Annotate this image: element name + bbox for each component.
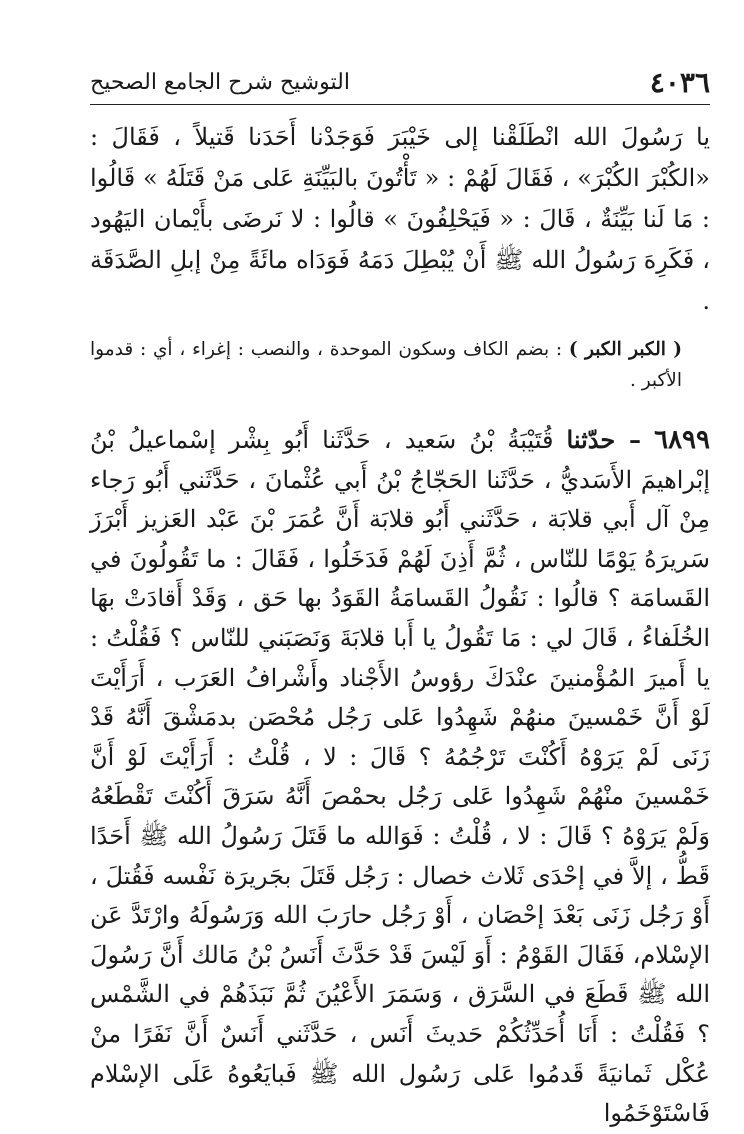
hadith-dash: – (615, 425, 642, 454)
hadith-lead: حدّثنا (566, 425, 616, 454)
hadith-text: قُتَيْبَةُ بْنُ سَعيد ، حَدَّثَنا أَبُو بِشْر إسْماعيلُ بْنُ إبْراهيمَ الأَسَديُّ ، حَدَّثَنا الحَجّاجُ بْنُ أَبي عُثْمانَ ، حَدَّثَني أَبُو رَجاء مِنْ آل أَبي قلابَة ، حَدَّثَني أَبُو قلابَة أَنَّ عُمَرَ بْنَ عَبْد العَزيز أَبْرَزَ سَريرَهُ يَوْمًا للنّاس ، ثُمَّ أَذِنَ لَهُمْ فَدَخَلُوا ، فَقَالَ : ما تَقُولُونَ في القَسامَة ؟ قالُوا : نَقُولُ القَسامَةُ القَوَدُ بها حَق ، وَقَدْ أَقادَتْ بهَا الخُلَفاءُ ، قَالَ لي : مَا تَقُولُ يا أَبا قلابَةَ وَنَصَبَني للنّاس ؟ فَقُلْتُ : يا أَميرَ المُؤْمنينَ عنْدَكَ رؤوسُ الأَجْناد وأَشْرافُ العَرَب ، أَرَأَيْتَ لَوْ أَنَّ خَمْسينَ منهُمْ شَهِدُوا عَلى رَجُل مُحْصَن بدمَشْقَ أَنَّهُ قَدْ زَنَى لَمْ يَرَوْهُ أَكُنْتَ تَرْجُمُهُ ؟ قَالَ : لا ، قُلْتُ : أَرَأَيْتَ لَوْ أَنَّ خَمْسينَ منْهُمْ شَهِدُوا عَلى رَجُل بحمْصَ أَنَّهُ سَرَقَ أَكُنْتَ تَقْطَعُهُ وَلَمْ يَرَوْهُ ؟ قَالَ : لا ، قُلْتُ : فَوَالله ما قَتَلَ رَسُولُ الله ﷺ أَحَدًا قَطُّ ، إلاَّ في إحْدَى ثَلاث خصال : رَجُل قَتَلَ بجَريرَة نَفْسه فَقُتلَ ، أَوْ رَجُل زَنَى بَعْدَ إحْصَان ، أَوْ رَجُل حارَبَ الله وَرَسُولَهُ وارْتَدَّ عَن الإسْلام، فَقَالَ القَوْمُ : أَوَ لَيْسَ قَدْ حَدَّثَ أَنَسُ بْنُ مَالك أَنَّ رَسُولَ الله ﷺ قَطَعَ في السَّرَق ، وَسَمَرَ الأَعْيُنَ ثُمَّ نَبَذَهُمْ في الشَّمْس ؟ فَقُلْتُ : أَنَا أُحَدِّثُكُمْ حَديثَ أَنَس ، حَدَّثَني أَنَسٌ أَنَّ نَفَرًا منْ عُكْل ثَمانيَةً قَدمُوا عَلى رَسُول الله ﷺ فَبايَعُوهُ عَلَى الإسْلام فَاسْتَوْخَمُوا (90, 426, 711, 1128)
commentary-note (90, 334, 710, 396)
page-number: ٤٠٣٦ (649, 66, 710, 99)
running-title: التوشيح شرح الجامع الصحيح (90, 70, 350, 95)
book-page (90, 60, 711, 1128)
note-term: ( الكبر الكبر ) (568, 339, 682, 360)
hadith-number: ٦٨٩٩ (654, 425, 710, 455)
page-header (90, 60, 710, 105)
hadith-continuation-paragraph: يا رَسُولَ الله انْطَلَقْنا إلى خَيْبَرَ فَوَجَدْنا أَحَدَنا قَتيلاً ، فَقَالَ : «الكُبْرَ الكُبْرَ» ، فَقَالَ لَهُمْ : « تَأْتُونَ بالبَيِّنَةِ عَلى مَنْ قَتَلَهُ » قَالُوا : مَا لَنا بَيِّنَةٌ ، قَالَ : « فَيَحْلِفُونَ » قالُوا : لا نَرضَى بأَيْمان اليَهُود ، فَكَرِهَ رَسُولُ الله ﷺ أَنْ يُبْطِلَ دَمَهُ فَوَدَاه مائَةً مِنْ إبلِ الصَّدَقَة . (90, 123, 711, 315)
note-text: : بضم الكاف وسكون الموحدة ، والنصب : إغراء ، أي : قدموا الأكبر . (90, 339, 682, 391)
hadith-paragraph (90, 420, 710, 1134)
